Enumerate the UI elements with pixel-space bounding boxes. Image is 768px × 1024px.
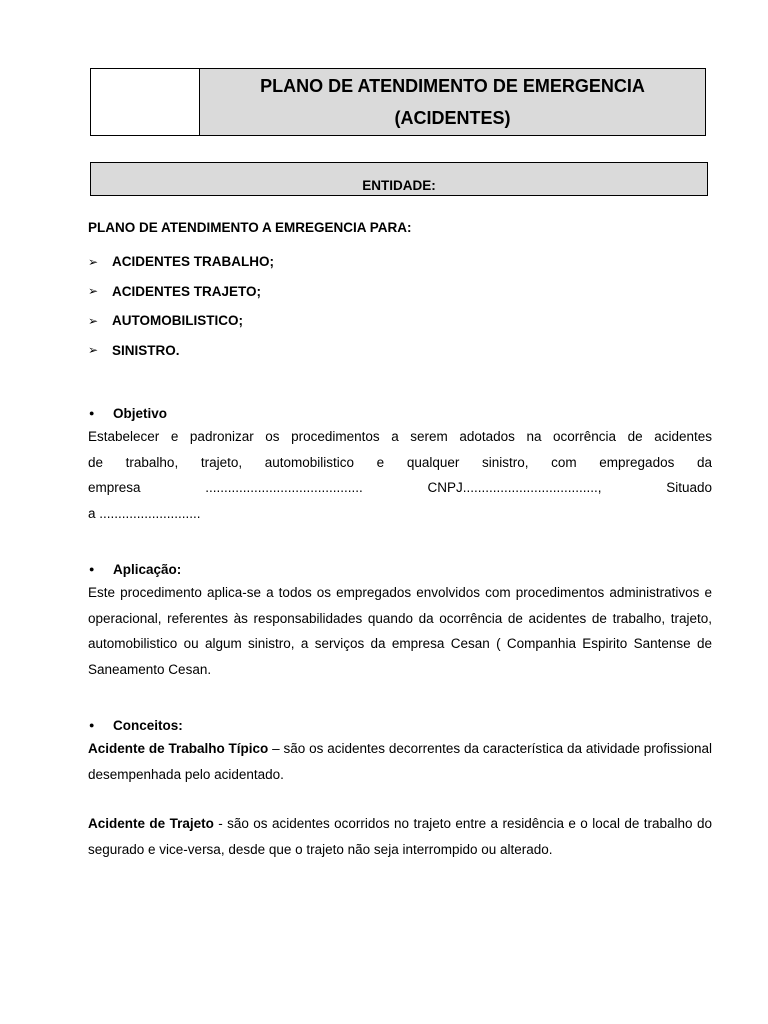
title-line-1: PLANO DE ATENDIMENTO DE EMERGENCIA — [260, 76, 645, 96]
section-aplicacao — [88, 558, 712, 682]
section-conceitos — [88, 714, 712, 862]
plan-heading: PLANO DE ATENDIMENTO A EMREGENCIA PARA: — [88, 220, 412, 235]
list-item — [88, 336, 712, 366]
title-line-2: (ACIDENTES) — [394, 108, 511, 128]
arrow-marker-icon: ➢ — [88, 254, 99, 269]
section-heading — [88, 714, 712, 736]
bullet-dot-icon: ● — [89, 564, 95, 574]
list-item — [88, 277, 712, 307]
company-blank: .......................................... — [205, 480, 363, 495]
definition-trajeto — [88, 811, 712, 862]
list-item — [88, 247, 712, 277]
section-heading — [88, 402, 712, 424]
section-title: Objetivo — [113, 405, 168, 421]
list-item-label: AUTOMOBILISTICO; — [112, 313, 243, 329]
entity-field — [90, 162, 708, 196]
document-title — [200, 69, 705, 135]
section-heading — [88, 558, 712, 580]
company-label: empresa — [88, 480, 141, 495]
definition-tipico — [88, 736, 712, 787]
section-objetivo — [88, 402, 712, 526]
logo-placeholder — [91, 69, 200, 135]
list-item-label: ACIDENTES TRAJETO; — [112, 283, 262, 299]
paragraph-line: Estabelecer e padronizar os procedimentos a serem adotados na ocorrência de acidentes — [88, 429, 712, 444]
bullet-dot-icon: ● — [89, 720, 95, 730]
list-item-label: SINISTRO. — [112, 342, 180, 358]
bullet-dot-icon: ● — [89, 408, 95, 418]
situado-label: Situado — [666, 480, 712, 495]
cnpj-blank: CNPJ...................................., — [427, 480, 602, 495]
section-title: Conceitos: — [113, 717, 183, 733]
aplicacao-paragraph: Este procedimento aplica-se a todos os empregados envolvidos com procedimentos administrativos e operacional, referentes às responsabilidades quando da ocorrência de acidentes de trabalho, trajeto, automobilistico ou algum sinistro, a serviços da empresa Cesan ( Companhia Espirito Santense de Saneamento Cesan. — [88, 585, 712, 677]
section-title: Aplicação: — [113, 561, 182, 577]
definition-term: Acidente de Trabalho Típico — [88, 741, 269, 756]
document-header — [90, 68, 706, 136]
entity-label: ENTIDADE: — [362, 178, 436, 193]
arrow-marker-icon: ➢ — [88, 343, 99, 358]
arrow-marker-icon: ➢ — [88, 313, 99, 328]
definition-term: Acidente de Trajeto — [88, 816, 214, 831]
objetivo-paragraph — [88, 424, 712, 526]
paragraph-line: a ........................... — [88, 505, 201, 521]
definition-text: - são os acidentes ocorridos no trajeto entre a residência e o local de trabalho do segurado e vice-versa, desde que o trajeto não seja interrompido ou alterado. — [88, 816, 712, 857]
arrow-marker-icon: ➢ — [88, 284, 99, 299]
document-body — [88, 218, 712, 862]
paragraph-line — [88, 475, 712, 501]
paragraph-line: de trabalho, trajeto, automobilistico e qualquer sinistro, com empregados da — [88, 454, 712, 470]
definition-text: – são os acidentes decorrentes da característica da atividade profissional desempenhada pelo acidentado. — [88, 741, 712, 782]
list-item-label: ACIDENTES TRABALHO; — [112, 254, 274, 270]
list-item — [88, 306, 712, 336]
